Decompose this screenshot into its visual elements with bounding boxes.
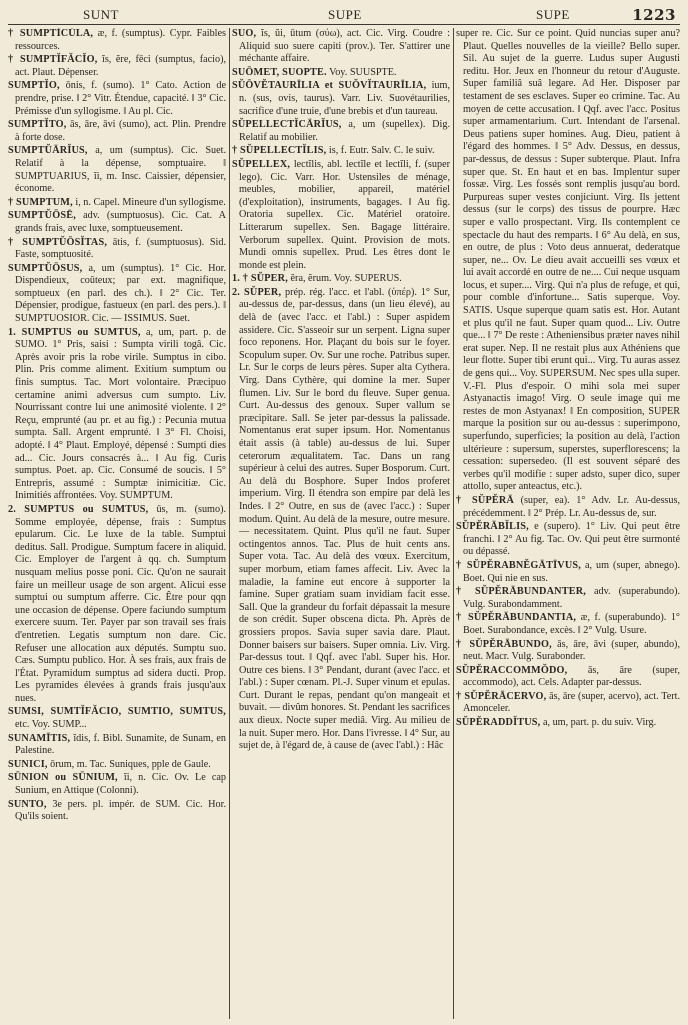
running-head-left: SUNT xyxy=(83,7,119,22)
entry-definition: a, um (supellex). Dig. Relatif au mobilier. xyxy=(239,119,450,143)
entry-headword: † SŬPĔRĀCERVO, xyxy=(456,690,547,702)
dictionary-entry xyxy=(8,799,226,824)
dictionary-entry xyxy=(456,28,680,494)
dictionary-entry xyxy=(8,119,226,144)
entry-definition: e (supero). 1° Liv. Qui peut être franchi. ‖ 2° Au fig. Tac. Ov. Qui peut être surmonté ou dépassé. xyxy=(463,521,680,558)
dictionary-entry xyxy=(8,80,226,118)
entry-headword: † SUMPTĬFĂCĬO, xyxy=(8,54,98,66)
entry-headword: 2. SUMPTUS ou SUMTUS, xyxy=(8,503,149,515)
dictionary-entry xyxy=(8,28,226,53)
dictionary-entry xyxy=(232,145,450,158)
dictionary-entry xyxy=(8,733,226,758)
entry-headword: † SUMPTUM, xyxy=(8,196,73,208)
entry-definition: is, f. Eutr. Salv. C. le suiv. xyxy=(328,145,435,157)
entry-headword: SUMPTŬŌSUS, xyxy=(8,262,83,274)
entry-headword: † SŬPĔRĀBUNDANTER, xyxy=(456,586,586,598)
entry-definition: æ, f. (superabundo). 1° Boet. Surabondance, excès. ‖ 2° Vulg. Usure. xyxy=(463,612,680,636)
dictionary-entry xyxy=(8,504,226,706)
entry-definition: a, um, part. p. du suiv. Virg. xyxy=(542,717,657,729)
column-3 xyxy=(456,28,680,1023)
dictionary-entry xyxy=(8,772,226,797)
dictionary-entry xyxy=(456,521,680,559)
entry-definition: ās, āre, āvi (super, abundo), neut. Macr. Vulg. Surabonder. xyxy=(463,638,680,663)
entry-definition: Voy. SUUSPTE. xyxy=(329,66,397,78)
entry-definition: a, um, part. p. de SUMO. 1° Pris, saisi : Sumpta virili togâ. Cic. Après avoir pris la robe virile. Sumptus in cibo. Plin. Pris comme aliment. Exitium sumptum ou finis sumptus. Tac. Mort volontaire. Præcipuo certamine animi adversus cum sumpto. Liv. Nourrissant contre lui une animosité violente. ‖ 2° Reçu, emprunté (au pr. et au fig.) : Pecunia mutua sumpta. Sall. Argent emprunté. ‖ 3° Fl. Choisi, adopté. ‖ 4° Plaut. Employé, dépensé : Sumpti dies ad... Cic. Jours consacrés à... ‖ Au fig. Curis sumptus. Poet. ap. Cic. Consumé de soucis. ‖ 5° Entrepris, assumé : Sumptæ inimicitiæ. Cic. Inimitiés affrontées. Voy. SUMPTUM. xyxy=(15,326,226,502)
entry-definition: a, um (sumptus). 1° Cic. Hor. Dispendieux, coûteux; par ext. magnifique, somptueux (en parl. des ch.). ‖ 2° Cic. Ter. Dépensier, prodigue, fastueux (en parl. des pers.). ‖ SUMPTUOSIOR. Cic. — ISSIMUS. Suet. xyxy=(15,262,226,325)
entry-headword: SUMPTĬO, xyxy=(8,80,60,92)
entry-headword: † SUMPTŬŌSĬTAS, xyxy=(8,236,108,248)
dictionary-entry xyxy=(456,612,680,637)
dictionary-entry xyxy=(8,145,226,195)
dictionary-entry xyxy=(8,263,226,326)
column-2 xyxy=(232,28,450,1023)
entry-definition: ōrum, m. Tac. Suniques, pple de Gaule. xyxy=(50,758,211,770)
entry-headword: SUŌMET, SUOPTE. xyxy=(232,66,327,78)
entry-headword: † SUMPTĬCŬLA, xyxy=(8,28,94,39)
entry-headword: 1. † SŬPER, xyxy=(232,273,288,285)
entry-headword: 1. SUMPTUS ou SUMTUS, xyxy=(8,326,141,338)
entry-headword: † SŬPĔRĀ xyxy=(456,494,515,506)
entry-headword: SŬPĔRACCOMMŎDO, xyxy=(456,664,568,676)
entry-definition: ās, āre, āvi (sumo), act. Plin. Prendre à forte dose. xyxy=(15,119,226,143)
running-head-middle: SUPE xyxy=(328,7,362,22)
dictionary-entry xyxy=(8,706,226,731)
dictionary-entry xyxy=(456,639,680,664)
page-header xyxy=(8,4,680,24)
dictionary-entry xyxy=(8,197,226,210)
page-number: 1223 xyxy=(632,6,676,24)
entry-definition: ōnis, f. (sumo). 1° Cato. Action de prendre, prise. ‖ 2° Vitr. Étendue, capacité. ‖ 3° Cic. Prémisse d'un syllogisme. ‖ Au pl. Cic. xyxy=(15,80,226,117)
dictionary-entry xyxy=(8,210,226,235)
running-head-right: SUPE xyxy=(536,7,570,22)
entry-headword: SŬPELLEX, xyxy=(232,158,291,170)
entry-headword: SUMPTĬTO, xyxy=(8,119,67,131)
dictionary-entry xyxy=(456,691,680,716)
entry-headword: † SŬPĔRĀBUNDO, xyxy=(456,638,552,650)
entry-definition: i, n. Capel. Mineure d'un syllogisme. xyxy=(75,196,226,208)
entry-definition: adv. (sumptuosus). Cic. Cat. A grands frais, avec luxe, somptueusement. xyxy=(15,210,226,234)
dictionary-entry xyxy=(456,586,680,611)
entry-headword: † SŬPĔRĀBUNDANTIA, xyxy=(456,612,577,624)
dictionary-entry xyxy=(232,273,450,286)
entry-definition: ātis, f. (sumptuosus). Sid. Faste, somptuosité. xyxy=(15,236,226,261)
dictionary-entry xyxy=(8,759,226,772)
entry-definition: ūs, m. (sumo). Somme employée, dépense, frais : Sumptus epularum. Cic. Le luxe de la table. Sumptui deditus. Sall. Prodigue. Sumptum facere in aliquid. Cic. Employer de l'argent à qq. ch. Sumptum nusquam melius posse poni. Cic. Qu'on ne saurait faire un meilleur usage de son argent. Alicui esse sumptui ou sumptum afferre. Cic. Être pour qqn une occasion de dépense. Opere faciundo sumptum exercere suum. Ter. Payer par son travail ses frais d'entretien. Legatis sumptum non dare. Cic. Refuser une allocation aux députés. Sumptu suo. Cæs. Sumptu publico. Hor. À ses frais, aux frais de l'État. Pyramidum sumptus ad sidera ducti. Prop. Les pyramides élevées à grands frais jusqu'aux nues. xyxy=(15,503,226,704)
entry-definition: a, um (sumptus). Cic. Suet. Relatif à la dépense, somptuaire. ‖ SUMPTUARIUS, ĭi, m. Insc. Caissier, dépensier, économe. xyxy=(15,145,226,195)
entry-definition: ās, āre (super, accommodo), act. Cels. Adapter par-dessus. xyxy=(463,664,680,689)
dictionary-entry xyxy=(8,54,226,79)
dictionary-entry xyxy=(456,560,680,585)
header-rule xyxy=(8,24,680,25)
dictionary-entry xyxy=(232,119,450,144)
entry-headword: SUMSI, SUMTĬFĂCIO, SUMTIO, SUMTUS, xyxy=(8,706,226,718)
entry-headword: 2. SŬPER, xyxy=(232,286,282,298)
entry-headword: SUNICI, xyxy=(8,758,48,770)
entry-definition: adv. (superabundo). Vulg. Surabondamment. xyxy=(463,586,680,610)
dictionary-entry xyxy=(232,28,450,66)
entry-definition: ĭdis, f. Bibl. Sunamite, de Sunam, en Palestine. xyxy=(15,732,226,757)
entry-headword: SŬPĔRADDĬTUS, xyxy=(456,717,541,729)
entry-definition: ĭi, n. Cic. Ov. Le cap Sunium, en Attique (Colonni). xyxy=(15,772,226,797)
entry-definition: ĭs, ŭi, ūtum (σύω), act. Cic. Virg. Coudre : Aliquid suo suere capiti (prov.). Ter. S'attirer une méchante affaire. xyxy=(239,28,450,65)
entry-definition: prép. rég. l'acc. et l'abl. (ὑπέρ). 1° Sur, au-dessus de, par-dessus, dans (un lieu élevé), au delà de (avec l'acc. et l'abl.) : Super aspidem assidere. Cic. S'asseoir sur un serpent. Ligna super foco reponens. Hor. Plaçant du bois sur le foyer. Scopulum super. Ov. Sur une roche. Patribus super. Lr. Sur le corps de leurs pères. Super alta Cythera. Virg. Dans Cythère, qui domine la mer. Super flumen. Liv. Sur le bord du fleuve. Super genua. Curt. Au-dessus des genoux. Super vallum se præcipitare. Sall. Se jeter par-dessus la palissade. Nomentanus erat super ipsum. Hor. Nomentanus était assis (à table) au-dessus de lui. Super ceterorum æqualitatem. Tac. Dans un rang supérieur à celui des autres. Super Bosporum. Curt. Au delà du Bosphore. Super Indos proferet imperium. Virg. Il étendra son empire par delà les Indes. ‖ 2° Outre, en sus de (avec l'acc.) : Super modum. Quint. Au delà de la mesure, outre mesure. — necessitatem. Quint. Plus qu'il ne faut. Super octingentos annos. Tac. Plus de huit cents ans. Super vota. Tac. Au delà des vœux. Exercitum, super morbum, etiam fames affecit. Liv. Avec la maladie, la famine eut encore à supporter la famine. Super gratiam suam invidiam facit esse. Sall. Que la grandeur du forfait dépassait la mesure de son crédit. Super obscena dicta. Ph. Après de grossiers propos. Savia super savia dare. Plaut. Donner baisers sur baisers. Super omnia. Liv. Virg. Par-dessus tout. ‖ Qqf. avec l'abl. Super his. Hor. Outre ces biens. ‖ 3° Pendant, durant (avec l'acc. et l'abl.) : Super cœnam. Pl.-J. Super vinum et epulas. Curt. Durant le repas, pendant qu'on mangeait et buvait. — divûm honores. St. Pendant les sacrifices aux dieux. Nocte super mediâ. Virg. Au milieu de la nuit. Super mero. Hor. Dans l'ivresse. ‖ 4° Sur, au sujet de, à l'égard de, à cause de (avec l'abl.) : Hâc xyxy=(239,286,450,752)
dictionary-entry xyxy=(8,237,226,262)
entry-definition: a, um (super, abnego). Boet. Qui nie en sus. xyxy=(463,559,680,584)
dictionary-entry xyxy=(8,327,226,503)
dictionary-entry xyxy=(456,495,680,520)
entry-definition: 3e pers. pl. impér. de SUM. Cic. Hor. Qu'ils soient. xyxy=(15,798,226,823)
entry-definition: ium, n. (sus, ovis, taurus). Varr. Liv. Suovétaurilies, sacrifice d'une truie, d'une brebis et d'un taureau. xyxy=(239,80,450,117)
entry-headword: SUO, xyxy=(232,28,257,39)
entry-definition: ĭs, ĕre, fēci (sumptus, facio), act. Plaut. Dépenser. xyxy=(15,54,226,78)
entry-definition: lectĭlis, abl. lectĭle et lectĭli, f. (super lego). Cic. Varr. Hor. Ustensiles de ménage, meubles, mobilier, appareil, matériel (d'exploitation), instruments, bagages. ‖ Au fig. Oratoria supellex. Cic. Matériel oratoire. Litterarum supellex. Sen. Bagage littéraire. Verborum supellex. Quint. Provision de mots. Mundi omnis supellex. Prud. Les êtres dont le monde est plein. xyxy=(239,158,450,271)
entry-definition: ās, āre (super, acervo), act. Tert. Amonceler. xyxy=(463,690,680,715)
dictionary-entry xyxy=(232,159,450,272)
dictionary-entry xyxy=(232,67,450,80)
entry-headword: † SŬPELLECTĬLIS, xyxy=(232,145,327,157)
column-1 xyxy=(8,28,226,1023)
columns xyxy=(8,28,680,1023)
entry-headword: SŬŌVĔTAURĪLIA et SUŎVĬTAURĪLIA, xyxy=(232,80,427,92)
entry-headword: SUMPTŬŌSĒ, xyxy=(8,210,76,222)
entry-headword: SŬPELLECTĬCĀRĬUS, xyxy=(232,119,342,131)
entry-headword: SUNTO, xyxy=(8,798,47,810)
dictionary-entry xyxy=(456,717,680,730)
entry-headword: SŬPĔRĀBĬLIS, xyxy=(456,521,529,533)
dictionary-entry xyxy=(232,80,450,118)
entry-headword: SUNAMĪTIS, xyxy=(8,732,71,744)
entry-headword: SUMPTŬĀRĬUS, xyxy=(8,145,88,157)
dictionary-entry xyxy=(456,665,680,690)
entry-definition: super re. Cic. Sur ce point. Quid nuncias super anu? Plaut. Quelles nouvelles de la vieille? Bello super. Sil. Au sujet de la guerre. Ludus super Augusti reditu. Hor. Jeux en l'honneur du retour d'Auguste. Super familiâ suâ legare. Ad Her. Disposer par testament de ses esclaves. Super eo crimine. Tac. Au moyen de cette accusation. ‖ Qqf. avec l'acc. Positus super armamentarium. Curt. Intendant de l'arsenal. Deus patiens super homines. Aug. Dieu, patient à l'égard des hommes. ‖ 5° Adv. Dessus, en dessus, par-dessus, de dessus : Super subterque. Plaut. Infra super que. St. En haut et en bas. Implentur super fossæ. Virg. Les fossés sont remplis jusqu'au bord. Purpureas super vestes conjiciunt. Virg. Ils jettent dessus (sur le corps) des tissus de pourpre. Hæc super e vallo prospectant. Virg. Ils contemplent ce spectacle du haut des remparts. ‖ 6° Au delà, en sus, en outre, de plus : Voto deus annuerat, dederatque super, ne... Ov. Le dieu avait accueilli ses vœux et lui avait accordé en outre de ne.... Cui neque usquam locus, et super.... Virg. Qui n'a plus de refuge, et qui, pour comble d'infortune... Satis superque. Voy. SATIS. Usque superque quam satis est. Hor. Autant et plus qu'il ne faut. Super quam quod... Liv. Outre que... ‖ 7° De reste : Atheniensibus præter naves nihil erat super. Nep. Il ne restait plus aux Athéniens que leur flotte. Super tibi erunt qui... Virg. Tu auras assez de gens qui... Voy. SUPERSUM. Nec spes ulla super. V.-Fl. Plus d'espoir. O mihi sola mei super Astyanactis imago! Virg. O seule image qui me restes de mon Astyanax! ‖ En composition, SUPER marque la position sur ou au-dessus : superimpono, superfundo, superficies; la position au delà, l'action ultérieure : supersum, superstes, superflorescens; la cessation: supersedeo. (Il est souvent séparé des verbes qu'il modifie : super adsto, super dico, super attollo, super anteactus, etc.). xyxy=(456,28,680,493)
entry-headword: SŪNION ou SŪNIUM, xyxy=(8,772,118,784)
entry-headword: † SŬPĔRABNĔGĀTĪVUS, xyxy=(456,559,581,571)
dictionary-entry xyxy=(232,287,450,753)
entry-definition: ĕra, ĕrum. Voy. SUPERUS. xyxy=(290,273,402,285)
entry-definition: (super, ea). 1° Adv. Lr. Au-dessus, précédemment. ‖ 2° Prép. Lr. Au-dessus de, sur. xyxy=(463,494,680,519)
entry-definition: æ, f. (sumptus). Cypr. Faibles ressources. xyxy=(15,28,226,52)
entry-definition: etc. Voy. SUMP... xyxy=(15,719,87,731)
